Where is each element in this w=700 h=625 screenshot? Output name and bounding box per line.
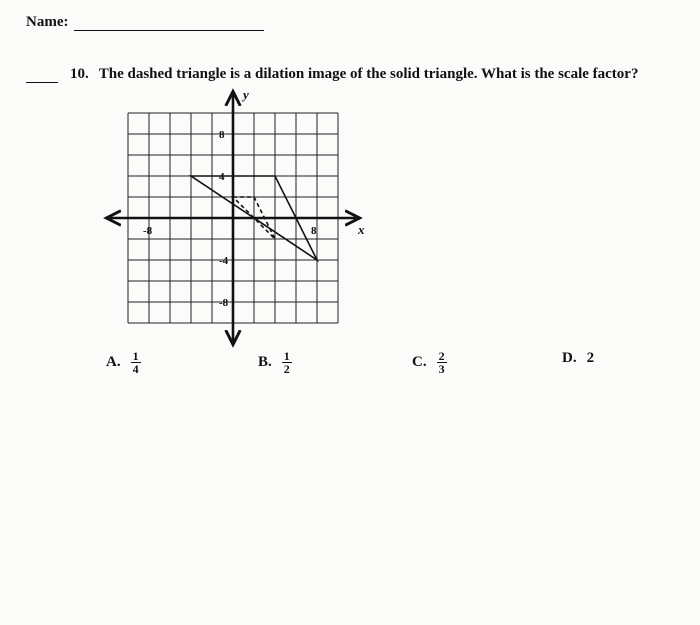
question-number: 10. bbox=[70, 66, 89, 82]
y-tick-label: -8 bbox=[219, 297, 229, 309]
choice-a-fraction bbox=[131, 350, 141, 375]
y-tick-label: 4 bbox=[219, 171, 225, 183]
choice-b-denominator: 2 bbox=[283, 362, 290, 376]
choice-c-fraction bbox=[437, 350, 447, 375]
choice-a[interactable] bbox=[106, 350, 141, 375]
x-tick-label: 8 bbox=[311, 225, 317, 237]
axes bbox=[110, 95, 356, 341]
choice-b-fraction bbox=[282, 350, 292, 375]
x-axis-label: x bbox=[358, 222, 365, 237]
choice-d-letter: D. bbox=[562, 350, 577, 366]
choice-c-denominator: 3 bbox=[438, 362, 445, 376]
choice-b-letter: B. bbox=[258, 354, 272, 370]
choice-a-letter: A. bbox=[106, 354, 121, 370]
choice-b-numerator: 1 bbox=[283, 349, 290, 363]
choice-d-value: 2 bbox=[586, 350, 595, 366]
choice-a-denominator: 4 bbox=[132, 362, 139, 376]
y-tick-label: 8 bbox=[219, 129, 225, 141]
y-tick-label: -4 bbox=[219, 255, 229, 267]
choice-c[interactable] bbox=[412, 350, 447, 375]
x-tick-label: -8 bbox=[143, 225, 153, 237]
choice-b[interactable] bbox=[258, 350, 292, 375]
choice-d[interactable] bbox=[562, 350, 594, 367]
question-text: The dashed triangle is a dilation image of the solid triangle. What is the scale factor? bbox=[98, 66, 639, 82]
choice-c-letter: C. bbox=[412, 354, 427, 370]
choice-a-numerator: 1 bbox=[132, 349, 139, 363]
y-axis-label: y bbox=[243, 87, 249, 102]
name-label: Name: bbox=[26, 14, 69, 30]
choice-c-numerator: 2 bbox=[438, 349, 445, 363]
